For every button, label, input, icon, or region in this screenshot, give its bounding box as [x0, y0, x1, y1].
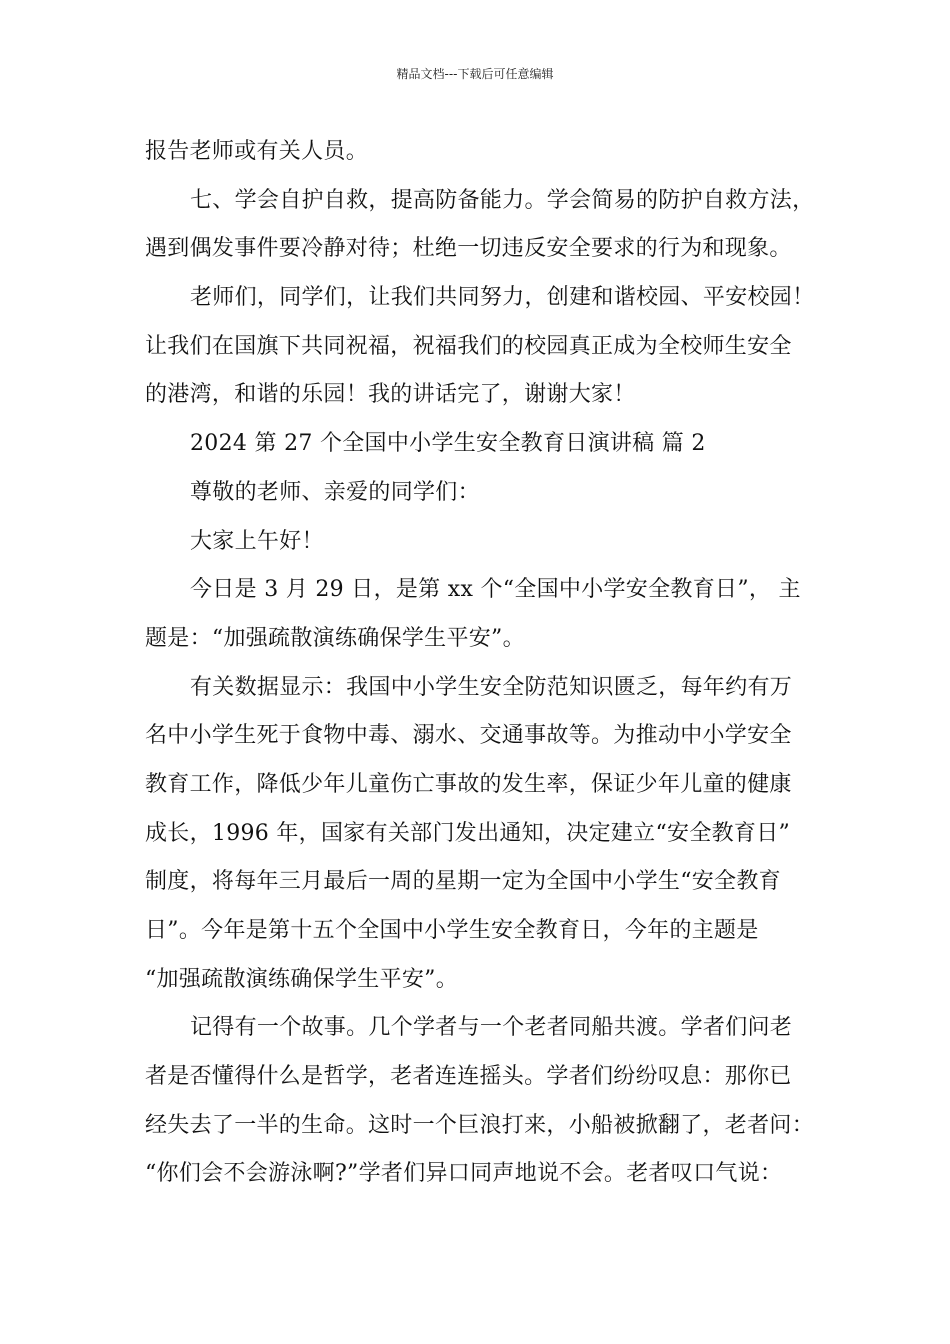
text-line: “你们会不会游泳啊?”学者们异口同声地说不会。老者叹口气说：: [145, 1161, 783, 1187]
text-line: 题是：“加强疏散演练确保学生平安”。: [145, 625, 525, 651]
text-line: 有关数据显示：我国中小学生安全防范知识匮乏，每年约有万: [190, 674, 793, 700]
text-line: 老师们，同学们，让我们共同努力，创建和谐校园、平安校园！: [190, 285, 815, 311]
text-line: 的港湾，和谐的乐园！我的讲话完了，谢谢大家！: [145, 382, 636, 408]
text-line: 者是否懂得什么是哲学，老者连连摇头。学者们纷纷叹息：那你已: [145, 1064, 792, 1090]
text-line: 日”。今年是第十五个全国中小学生安全教育日，今年的主题是: [145, 918, 759, 943]
text-line: 成长，1996 年，国家有关部门发出通知，决定建立“安全教育日”: [145, 820, 791, 846]
text-line: 遇到偶发事件要冷静对待；杜绝一切违反安全要求的行为和现象。: [145, 236, 792, 262]
page-header: 精品文档---下载后可任意编辑: [396, 67, 554, 81]
greeting: 大家上午好！: [190, 528, 324, 554]
document-body: [145, 128, 825, 1199]
text-line: 报告老师或有关人员。: [145, 139, 369, 164]
text-line: “加强疏散演练确保学生平安”。: [145, 966, 458, 992]
text-line: 记得有一个故事。几个学者与一个老者同船共渡。学者们问老: [190, 1015, 793, 1041]
salutation: 尊敬的老师、亲爱的同学们：: [190, 479, 480, 505]
text-line: 教育工作，降低少年儿童伤亡事故的发生率，保证少年儿童的健康: [145, 771, 792, 797]
section-title: 2024 第 27 个全国中小学生安全教育日演讲稿 篇 2: [190, 431, 706, 457]
text-line: 经失去了一半的生命。这时一个巨浪打来，小船被掀翻了，老者问：: [145, 1112, 815, 1138]
text-line: 今日是 3 月 29 日，是第 xx 个“全国中小学安全教育日”， 主: [190, 577, 801, 603]
text-line: 名中小学生死于食物中毒、溺水、交通事故等。为推动中小学安全: [145, 723, 792, 749]
text-line: 让我们在国旗下共同祝福，祝福我们的校园真正成为全校师生安全: [145, 333, 792, 359]
text-line: 制度，将每年三月最后一周的星期一定为全国中小学生“安全教育: [145, 869, 781, 895]
text-line: 七、学会自护自救，提高防备能力。学会简易的防护自救方法，: [190, 187, 815, 213]
